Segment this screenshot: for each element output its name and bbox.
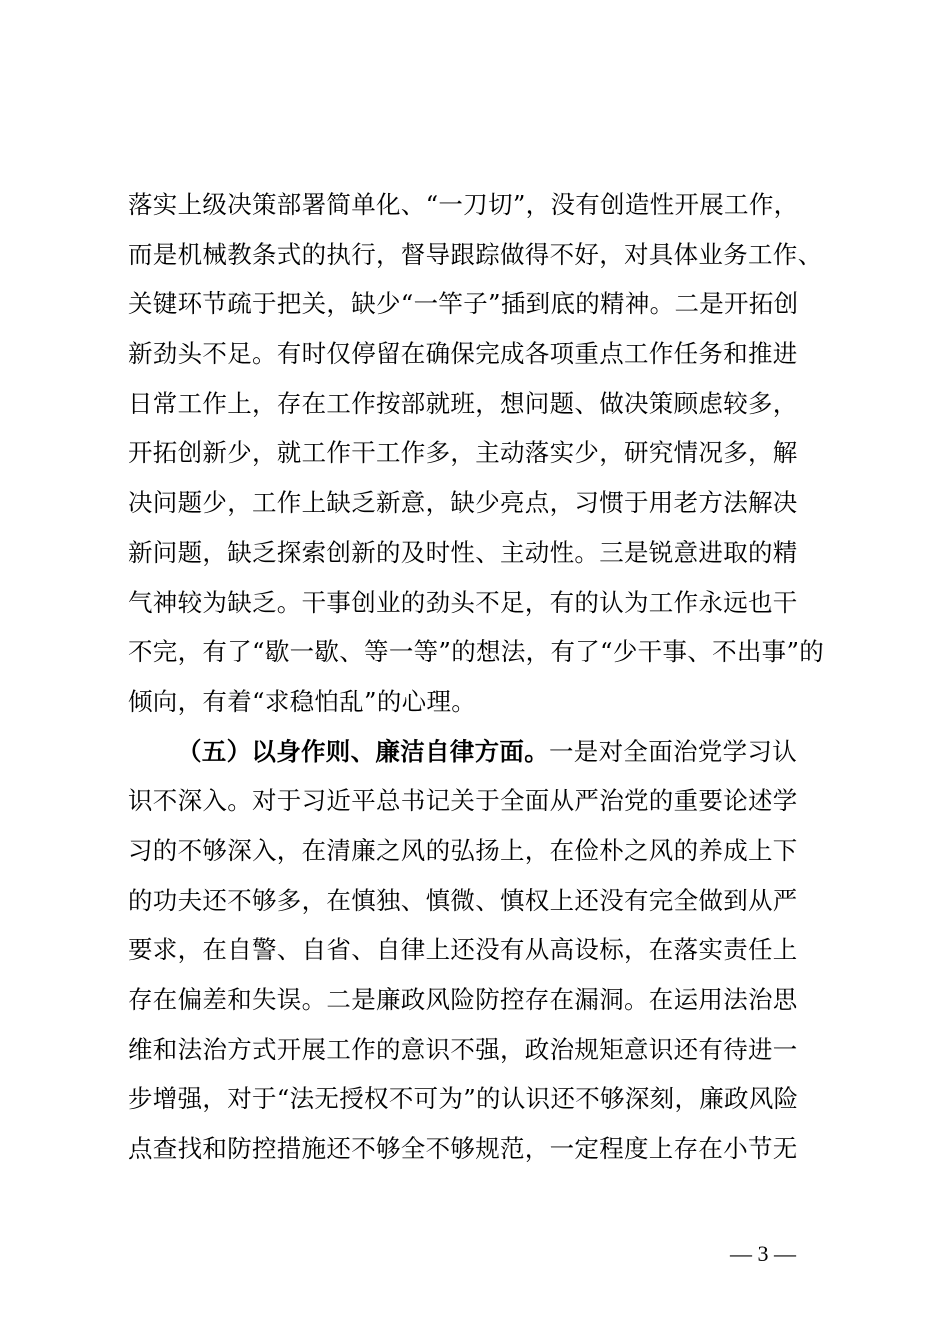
text-line: 的功夫还不够多，在慎独、慎微、慎权上还没有完全做到从严 (128, 885, 798, 915)
text-line: 而是机械教条式的执行，督导跟踪做得不好，对具体业务工作、 (128, 239, 823, 269)
text-line: 步增强，对于“法无授权不可为”的认识还不够深刻，廉政风险 (128, 1084, 799, 1114)
text-line: 不完，有了“歇一歇、等一等”的想法，有了“少干事、不出事”的 (128, 637, 825, 667)
text-line: 开拓创新少，就工作干工作多，主动落实少，研究情况多，解 (128, 438, 798, 468)
text-line: 倾向，有着“求稳怕乱”的心理。 (128, 686, 477, 716)
body-text (128, 180, 840, 1174)
text-line: 决问题少，工作上缺乏新意，缺少亮点，习惯于用老方法解决 (128, 488, 798, 518)
text-line: 习的不够深入，在清廉之风的弘扬上，在俭朴之风的养成上下 (128, 835, 798, 865)
text-line: 要求，在自警、自省、自律上还没有从高设标，在落实责任上 (128, 935, 798, 965)
text-line: 新问题，缺乏探索创新的及时性、主动性。三是锐意进取的精 (128, 537, 798, 567)
text-line: 点查找和防控措施还不够全不够规范，一定程度上存在小节无 (128, 1134, 798, 1164)
text-line: 新劲头不足。有时仅停留在确保完成各项重点工作任务和推进 (128, 339, 798, 369)
text-line: 识不深入。对于习近平总书记关于全面从严治党的重要论述学 (128, 786, 798, 816)
text-line: 存在偏差和失误。二是廉政风险防控存在漏洞。在运用法治思 (128, 985, 798, 1014)
text-line: 落实上级决策部署简单化、“一刀切”，没有创造性开展工作， (128, 190, 799, 219)
text-line: 日常工作上，存在工作按部就班，想问题、做决策顾虑较多， (128, 388, 798, 418)
section-5-first-line (128, 727, 840, 777)
text-line: 维和法治方式开展工作的意识不强，政治规矩意识还有待进一 (128, 1034, 798, 1064)
section-5-heading: （五）以身作则、廉洁自律方面。 (177, 736, 549, 766)
section-5-first-line-text: 一是对全面治党学习认 (549, 736, 797, 766)
text-line: 气神较为缺乏。干事创业的劲头不足，有的认为工作永远也干 (128, 587, 798, 617)
text-line: 关键环节疏于把关，缺少“一竿子”插到底的精神。二是开拓创 (128, 289, 799, 319)
page-number: — 3 — (730, 1241, 796, 1266)
